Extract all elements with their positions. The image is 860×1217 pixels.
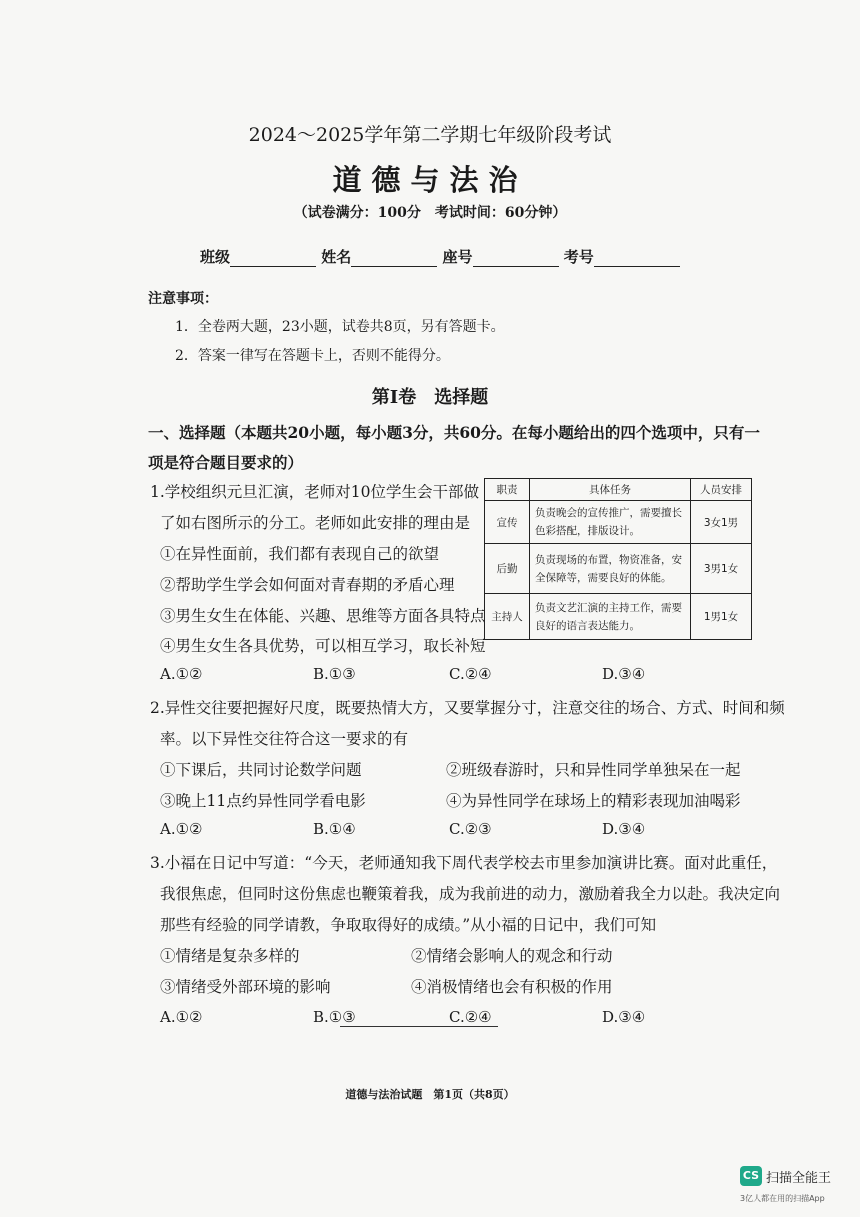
table-cell-role: 宣传 [485, 501, 530, 544]
table-cell-staff: 3女1男 [691, 501, 752, 544]
table-row [485, 544, 752, 594]
table-cell-task: 负责晚会的宣传推广，需要擅长色彩搭配，排版设计。 [530, 501, 691, 544]
question-2-statement: ①下课后，共同讨论数学问题 [160, 761, 362, 779]
question-1-choice-c[interactable]: C.②④ [449, 665, 492, 683]
question-2-choice-b[interactable]: B.①④ [313, 820, 356, 838]
question-3-stem: 那些有经验的同学请教，争取取得好的成绩。”从小福的日记中，我们可知 [160, 916, 657, 934]
table-header: 人员安排 [691, 479, 752, 501]
question-2-choice-d[interactable]: D.③④ [602, 820, 646, 838]
question-2-stem: 2.异性交往要把握好尺度，既要热情大方，又要掌握分寸，注意交往的场合、方式、时间和频 [150, 699, 785, 717]
info-fields [200, 246, 680, 267]
scanner-brand-name: 扫描全能王 [766, 1171, 832, 1186]
question-3-statement: ②情绪会影响人的观念和行动 [411, 947, 613, 965]
question-2-statement: ③晚上11点约异性同学看电影 [160, 792, 366, 810]
exam-no-blank [594, 250, 680, 267]
question-2-choice-c[interactable]: C.②③ [449, 820, 492, 838]
question-3-stem: 我很焦虑，但同时这份焦虑也鞭策着我，成为我前进的动力，激励着我全力以赴。我决定向 [160, 885, 781, 903]
table-header: 具体任务 [530, 479, 691, 501]
duty-table [484, 478, 752, 640]
notes-heading: 注意事项： [148, 291, 218, 307]
question-3-choice-a[interactable]: A.①② [160, 1008, 203, 1026]
exam-title: 2024～2025学年第二学期七年级阶段考试 [248, 124, 612, 146]
question-3-choice-b[interactable]: B.①③ [313, 1008, 356, 1026]
table-cell-task: 负责文艺汇演的主持工作，需要良好的语言表达能力。 [530, 594, 691, 640]
table-cell-task: 负责现场的布置，物资准备，安全保障等，需要良好的体能。 [530, 544, 691, 594]
question-1-statement: ③男生女生在体能、兴趣、思维等方面各具特点 [160, 607, 486, 625]
subject-title: 道德与法治 [332, 163, 528, 197]
question-1-statement: ②帮助学生学会如何面对青春期的矛盾心理 [160, 576, 455, 594]
question-1-choice-b[interactable]: B.①③ [313, 665, 356, 683]
class-blank [230, 250, 316, 267]
note-item: 2．答案一律写在答题卡上，否则不能得分。 [175, 348, 450, 364]
section-title: 第I卷 选择题 [371, 387, 489, 408]
table-cell-staff: 3男1女 [691, 544, 752, 594]
pencil-underline [340, 1026, 498, 1027]
question-2-choice-a[interactable]: A.①② [160, 820, 203, 838]
exam-meta: （试卷满分：100分 考试时间：60分钟） [293, 205, 567, 221]
name-label: 姓名 [321, 248, 352, 266]
table-cell-role: 后勤 [485, 544, 530, 594]
seat-blank [473, 250, 559, 267]
table-row [485, 594, 752, 640]
question-2-statement: ④为异性同学在球场上的精彩表现加油喝彩 [446, 792, 741, 810]
seat-label: 座号 [442, 248, 473, 266]
question-3-statement: ③情绪受外部环境的影响 [160, 978, 331, 996]
table-header-row [485, 479, 752, 501]
question-1-statement: ①在异性面前，我们都有表现自己的欲望 [160, 545, 440, 563]
question-1-choice-a[interactable]: A.①② [160, 665, 203, 683]
question-3-statement: ④消极情绪也会有积极的作用 [411, 978, 613, 996]
scanner-logo-icon: CS [740, 1166, 762, 1186]
table-cell-role: 主持人 [485, 594, 530, 640]
question-3-choice-d[interactable]: D.③④ [602, 1008, 646, 1026]
question-1-choice-d[interactable]: D.③④ [602, 665, 646, 683]
note-item: 1．全卷两大题，23小题，试卷共8页，另有答题卡。 [175, 319, 505, 335]
question-2-stem: 率。以下异性交往符合这一要求的有 [160, 730, 409, 748]
question-3-choice-c[interactable]: C.②④ [449, 1008, 492, 1026]
question-1-statement: ④男生女生各具优势，可以相互学习，取长补短 [160, 637, 486, 655]
exam-no-label: 考号 [563, 248, 594, 266]
question-2-statement: ②班级春游时，只和异性同学单独呆在一起 [446, 761, 741, 779]
question-1-stem: 1.学校组织元旦汇演，老师对10位学生会干部做 [150, 483, 480, 501]
table-cell-staff: 1男1女 [691, 594, 752, 640]
table-row [485, 501, 752, 544]
class-label: 班级 [200, 248, 231, 266]
section-description: 一、选择题（本题共20小题，每小题3分，共60分。在每小题给出的四个选项中，只有一项是符合题目要求的） [148, 423, 760, 472]
name-blank [351, 250, 437, 267]
question-3-stem: 3.小福在日记中写道：“今天，老师通知我下周代表学校去市里参加演讲比赛。面对此重任， [150, 854, 778, 872]
question-3-statement: ①情绪是复杂多样的 [160, 947, 300, 965]
page-footer: 道德与法治试题 第1页（共8页） [345, 1088, 515, 1101]
table-header: 职责 [485, 479, 530, 501]
question-1-stem: 了如右图所示的分工。老师如此安排的理由是 [160, 514, 471, 532]
scanner-tagline: 3亿人都在用的扫描App [740, 1194, 825, 1203]
